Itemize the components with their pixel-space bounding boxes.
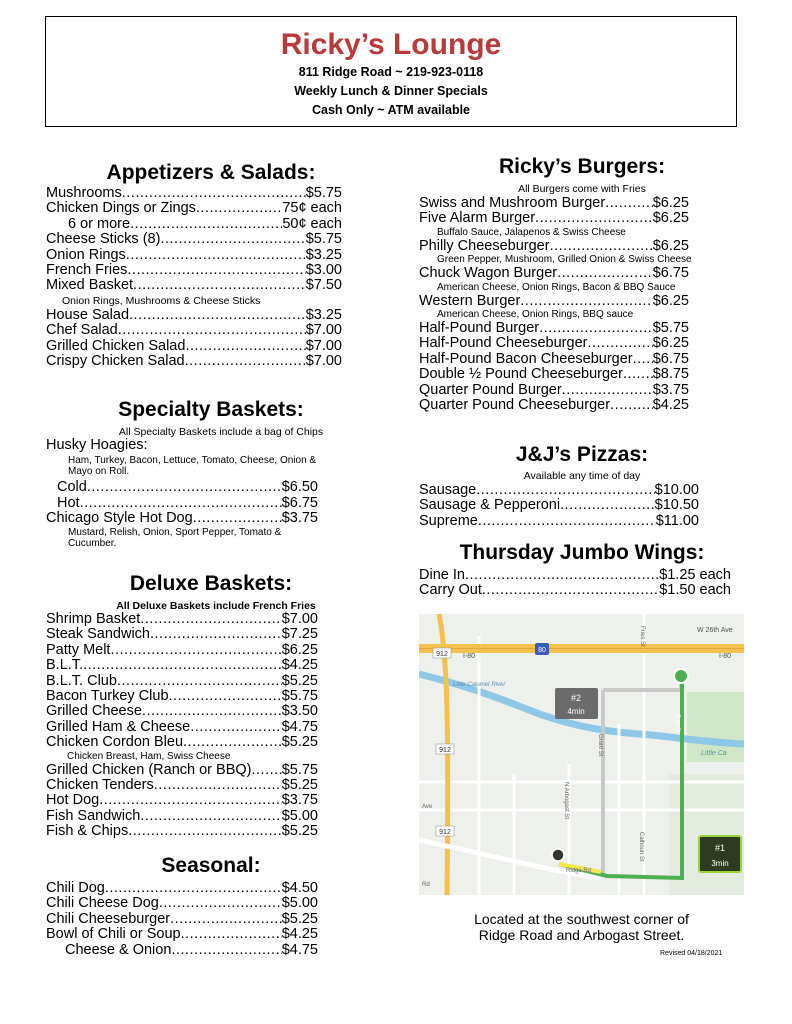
map-label: Fries St [639, 626, 645, 647]
specialty-list [46, 438, 318, 527]
destination-marker-icon [674, 669, 688, 683]
menu-item: Chuck Wagon Burger ..... $6.75 [419, 266, 689, 281]
item-note: Ham, Turkey, Bacon, Lettuce, Tomato, Cheese, Onion & Mayo on Roll. [68, 455, 317, 478]
seasonal-heading: Seasonal: [161, 854, 261, 877]
menu-item: Onion Rings ..... $3.25 [46, 248, 342, 263]
menu-item: Half-Pound Cheeseburger ..... $6.25 [419, 336, 689, 351]
menu-item: Patty Melt ..... $6.25 [46, 643, 318, 658]
revised-date: Revised 04/18/2021 [660, 950, 723, 957]
menu-item: Half-Pound Burger ..... $5.75 [419, 321, 689, 336]
menu-item: Crispy Chicken Salad ..... $7.00 [46, 354, 342, 369]
burgers-heading: Ricky’s Burgers: [498, 155, 666, 178]
menu-item: Sausage ..... $10.00 [419, 483, 699, 498]
menu-item: Dine In ..... $1.25 each [419, 568, 731, 583]
map-label: 80 [538, 647, 546, 654]
deluxe-heading: Deluxe Baskets: [129, 572, 293, 595]
left-column [46, 160, 376, 369]
menu-item: Carry Out ..... $1.50 each [419, 583, 731, 598]
menu-item: Swiss and Mushroom Burger ..... $6.25 [419, 196, 689, 211]
header-box [45, 16, 737, 127]
menu-item: Chicken Cordon Bleu ..... $5.25 [46, 735, 318, 750]
menu-item: Mushrooms ..... $5.75 [46, 186, 342, 201]
map-label: Grant St [597, 734, 603, 757]
item-note: American Cheese, Onion Rings, Bacon & BBQ Sauce [437, 281, 676, 293]
route-1-time: 3min [711, 859, 729, 868]
location-line-2: Ridge Road and Arbogast Street. [478, 927, 685, 943]
location-map[interactable] [419, 614, 744, 895]
appetizers-list [46, 186, 342, 369]
seasonal-list [46, 881, 318, 958]
menu-item: Cold ..... $6.50 [46, 480, 318, 495]
specialty-note: All Specialty Baskets include a bag of Chips [118, 426, 324, 438]
menu-item: 6 or more ..... 50¢ each [46, 217, 342, 232]
menu-item: Cheese & Onion ..... $4.75 [46, 943, 318, 958]
appetizers-heading: Appetizers & Salads: [106, 161, 316, 184]
route-2-number: #2 [570, 693, 582, 703]
specialty-section [46, 397, 376, 549]
address-line: 811 Ridge Road ~ 219-923-0118 [298, 65, 484, 79]
menu-item: Sausage & Pepperoni ..... $10.50 [419, 498, 699, 513]
menu-item: Quarter Pound Burger ..... $3.75 [419, 383, 689, 398]
menu-item: Mixed Basket ..... $7.50 [46, 278, 342, 293]
map-label: Little Ca [701, 750, 727, 757]
menu-item: Fish & Chips ..... $5.25 [46, 824, 318, 839]
location-text [419, 911, 744, 943]
menu-item: Grilled Chicken Salad ..... $7.00 [46, 339, 342, 354]
menu-item: Bacon Turkey Club ..... $5.75 [46, 689, 318, 704]
seasonal-section [46, 853, 376, 958]
pizzas-heading: J&J’s Pizzas: [515, 443, 649, 466]
menu-item: Chef Salad ..... $7.00 [46, 323, 342, 338]
map-label: I-80 [463, 653, 476, 660]
map-label: 912 [439, 829, 451, 836]
wings-list [419, 568, 731, 599]
route-2-time: 4min [567, 707, 585, 716]
map-label: W 26th Ave [697, 627, 733, 634]
menu-item: Half-Pound Bacon Cheeseburger ..... $6.75 [419, 352, 689, 367]
menu-item: Grilled Chicken (Ranch or BBQ) ..... $5.75 [46, 763, 318, 778]
menu-item: Chicken Dings or Zings ..... 75¢ each [46, 201, 342, 216]
menu-item: Chicken Tenders ..... $5.25 [46, 778, 318, 793]
map-label: I-80 [719, 653, 732, 660]
map-label: Rd [422, 882, 430, 888]
pizzas-section [419, 442, 745, 529]
map-label: Calhoun St [638, 832, 644, 862]
menu-item: Five Alarm Burger ..... $6.25 [419, 211, 689, 226]
menu-item: Grilled Ham & Cheese ..... $4.75 [46, 720, 318, 735]
pizzas-note: Available any time of day [523, 470, 641, 482]
menu-item: Chili Cheese Dog ..... $5.00 [46, 896, 318, 911]
start-marker-icon [552, 849, 564, 861]
item-note: American Cheese, Onion Rings, BBQ sauce [437, 309, 634, 321]
map-label: Ridge Rd [566, 868, 592, 874]
location-line-1: Located at the southwest corner of [474, 911, 689, 927]
item-note: Buffalo Sauce, Jalapenos & Swiss Cheese [437, 226, 626, 238]
menu-item: Steak Sandwich ..... $7.25 [46, 627, 318, 642]
wings-heading: Thursday Jumbo Wings: [459, 541, 705, 564]
payment-line: Cash Only ~ ATM available [311, 103, 471, 117]
item-note: Chicken Breast, Ham, Swiss Cheese [67, 750, 231, 762]
restaurant-title: Ricky’s Lounge [280, 28, 502, 61]
menu-item: Double ½ Pound Cheeseburger ..... $8.75 [419, 367, 689, 382]
menu-item: House Salad ..... $3.25 [46, 308, 342, 323]
burgers-section [419, 154, 745, 413]
menu-item: Husky Hoagies: [46, 437, 148, 453]
item-note: Onion Rings, Mushrooms & Cheese Sticks [62, 294, 261, 307]
menu-item: Quarter Pound Cheeseburger ..... $4.25 [419, 398, 689, 413]
deluxe-note: All Deluxe Baskets include French Fries [116, 600, 316, 612]
menu-item: Bowl of Chili or Soup ..... $4.25 [46, 927, 318, 942]
menu-item: Chicago Style Hot Dog ..... $3.75 [46, 511, 318, 526]
menu-item: Chili Dog ..... $4.50 [46, 881, 318, 896]
menu-item: French Fries ..... $3.00 [46, 263, 342, 278]
menu-item: Fish Sandwich ..... $5.00 [46, 809, 318, 824]
menu-item: Shrimp Basket ..... $7.00 [46, 612, 318, 627]
item-note: Mustard, Relish, Onion, Sport Pepper, Tomato & Cucumber. [68, 526, 282, 549]
pizzas-list [419, 483, 699, 529]
map-label: Burr St [674, 714, 680, 733]
deluxe-list [46, 612, 318, 840]
map-label: Ave [422, 804, 433, 810]
menu-item: Hot ..... $6.75 [46, 496, 318, 511]
specials-line: Weekly Lunch & Dinner Specials [294, 84, 488, 98]
map-label: 912 [439, 747, 451, 754]
menu-item: Chili Cheeseburger ..... $5.25 [46, 912, 318, 927]
menu-item: Hot Dog ..... $3.75 [46, 793, 318, 808]
map-label: 912 [436, 651, 448, 658]
item-note: Green Pepper, Mushroom, Grilled Onion & Swiss Cheese [437, 254, 692, 266]
map-label: N Arbogast St [563, 782, 569, 820]
menu-item: B.L.T. Club ..... $5.25 [46, 674, 318, 689]
route-1-number: #1 [714, 843, 726, 853]
deluxe-section [46, 571, 376, 840]
menu-item: Grilled Cheese ..... $3.50 [46, 704, 318, 719]
map-label: Little Calumet River [453, 682, 506, 688]
burgers-list [419, 195, 692, 414]
burgers-note: All Burgers come with Fries [518, 183, 646, 195]
map-graphic [419, 614, 744, 895]
specialty-heading: Specialty Baskets: [118, 398, 304, 421]
menu-item: Supreme ..... $11.00 [419, 514, 699, 529]
menu-item: Western Burger ..... $6.25 [419, 294, 689, 309]
menu-item: B.L.T. ..... $4.25 [46, 658, 318, 673]
menu-item: Philly Cheeseburger ..... $6.25 [419, 239, 689, 254]
menu-item: Cheese Sticks (8) ..... $5.75 [46, 232, 342, 247]
wings-section [419, 540, 745, 599]
